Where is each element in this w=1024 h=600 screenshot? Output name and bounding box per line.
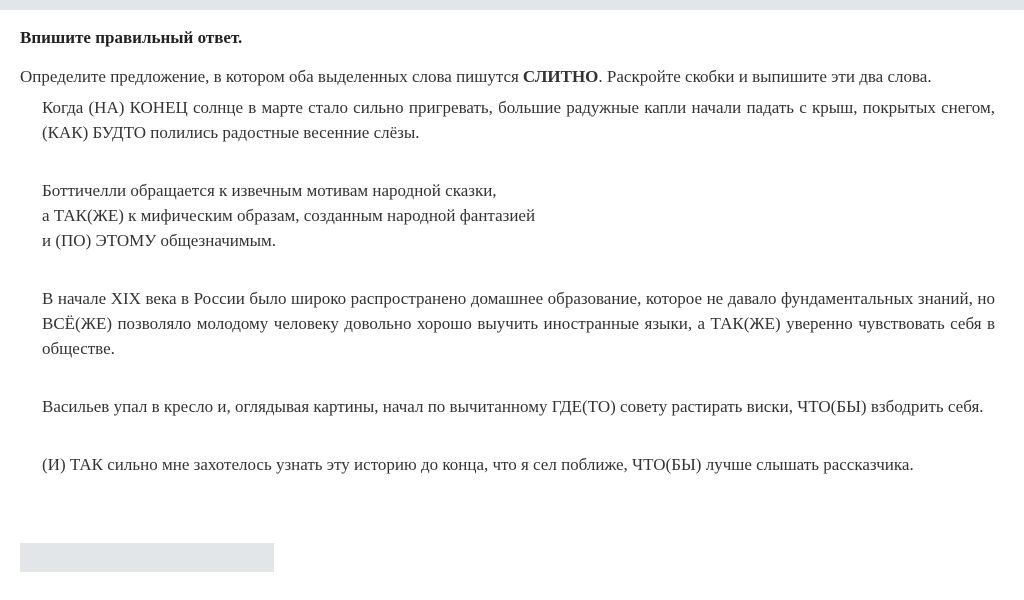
sentence-option-2-line-1: Боттичелли обращается к извечным мотивам народной сказки, [42, 181, 497, 200]
sentence-option-5: (И) ТАК сильно мне захотелось узнать эту историю до конца, что я сел поближе, ЧТО(БЫ) лучше слышать рассказчика. [42, 455, 914, 474]
question-keyword: СЛИТНО [522, 67, 599, 86]
sentence-option-2-line-3: и (ПО) ЭТОМУ общезначимым. [42, 231, 277, 250]
task-question [20, 67, 1010, 87]
task-header: Впишите правильный ответ. [20, 28, 243, 47]
sentence-option-2-line-2: а ТАК(ЖЕ) к мифическим образам, созданным народной фантазией [42, 206, 536, 225]
top-bar [0, 0, 1024, 10]
sentence-list [42, 95, 995, 477]
sentence-option-1: Когда (НА) КОНЕЦ солнце в марте стало сильно пригревать, большие радужные капли начали падать с крыш, покрытых снегом, (КАК) БУДТО полились радостные весенние слёзы. [42, 98, 995, 142]
answer-input[interactable] [20, 543, 274, 572]
sentence-option-4: Васильев упал в кресло и, оглядывая картины, начал по вычитанному ГДЕ(ТО) совету растирать виски, ЧТО(БЫ) взбодрить себя. [42, 397, 984, 416]
sentence-option-3: В начале XIX века в России было широко распространено домашнее образование, которое не давало фундаментальных знаний, но ВСЁ(ЖЕ) позволяло молодому человеку довольно хорошо выучить иностранные языки, а ТАК(ЖЕ) уверенно чувствовать себя в обществе. [42, 289, 995, 358]
sentence-option-2 [42, 178, 995, 253]
question-text: Определите предложение, в котором оба выделенных слова пишутся [20, 67, 519, 86]
question-text-end: . Раскройте скобки и выпишите эти два слова. [598, 67, 932, 86]
